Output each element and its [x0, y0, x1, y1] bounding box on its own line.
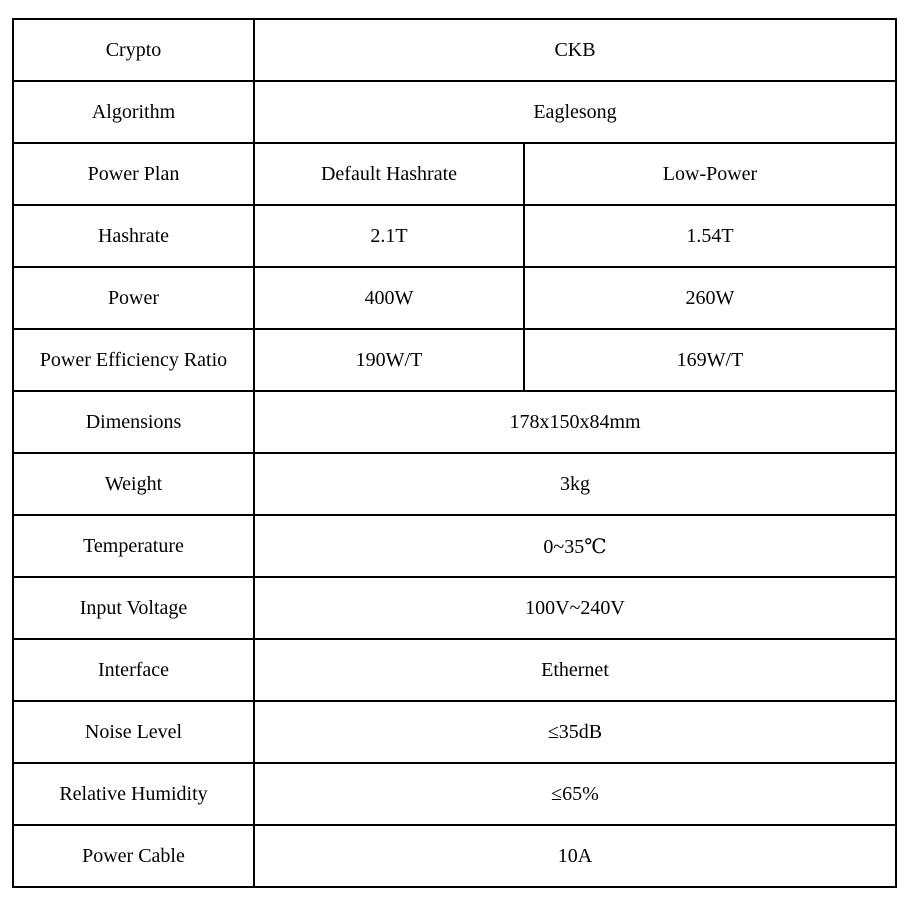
cell-value-hashrate-low: 1.54T — [524, 205, 896, 267]
row-noise-level — [13, 701, 896, 763]
row-weight — [13, 453, 896, 515]
row-power — [13, 267, 896, 329]
cell-label-crypto: Crypto — [13, 19, 254, 81]
row-power-plan — [13, 143, 896, 205]
cell-label-dimensions: Dimensions — [13, 391, 254, 453]
cell-label-efficiency: Power Efficiency Ratio — [13, 329, 254, 391]
cell-value-power-default: 400W — [254, 267, 524, 329]
cell-value-efficiency-low: 169W/T — [524, 329, 896, 391]
row-dimensions — [13, 391, 896, 453]
cell-value-power-plan-default: Default Hashrate — [254, 143, 524, 205]
cell-value-noise-level: ≤35dB — [254, 701, 896, 763]
row-humidity — [13, 763, 896, 825]
cell-value-input-voltage: 100V~240V — [254, 577, 896, 639]
cell-value-power-plan-low: Low-Power — [524, 143, 896, 205]
cell-label-power-plan: Power Plan — [13, 143, 254, 205]
cell-label-power-cable: Power Cable — [13, 825, 254, 887]
row-efficiency — [13, 329, 896, 391]
row-crypto — [13, 19, 896, 81]
spec-table — [12, 18, 897, 888]
cell-label-power: Power — [13, 267, 254, 329]
row-interface — [13, 639, 896, 701]
cell-value-weight: 3kg — [254, 453, 896, 515]
row-input-voltage — [13, 577, 896, 639]
cell-value-power-cable: 10A — [254, 825, 896, 887]
cell-value-crypto: CKB — [254, 19, 896, 81]
cell-value-algorithm: Eaglesong — [254, 81, 896, 143]
cell-label-noise-level: Noise Level — [13, 701, 254, 763]
cell-label-algorithm: Algorithm — [13, 81, 254, 143]
cell-label-weight: Weight — [13, 453, 254, 515]
cell-label-interface: Interface — [13, 639, 254, 701]
cell-label-humidity: Relative Humidity — [13, 763, 254, 825]
cell-value-power-low: 260W — [524, 267, 896, 329]
cell-label-input-voltage: Input Voltage — [13, 577, 254, 639]
cell-label-hashrate: Hashrate — [13, 205, 254, 267]
cell-value-efficiency-default: 190W/T — [254, 329, 524, 391]
row-algorithm — [13, 81, 896, 143]
row-hashrate — [13, 205, 896, 267]
row-power-cable — [13, 825, 896, 887]
row-temperature — [13, 515, 896, 577]
cell-value-interface: Ethernet — [254, 639, 896, 701]
cell-value-humidity: ≤65% — [254, 763, 896, 825]
cell-label-temperature: Temperature — [13, 515, 254, 577]
cell-value-dimensions: 178x150x84mm — [254, 391, 896, 453]
cell-value-hashrate-default: 2.1T — [254, 205, 524, 267]
cell-value-temperature: 0~35℃ — [254, 515, 896, 577]
